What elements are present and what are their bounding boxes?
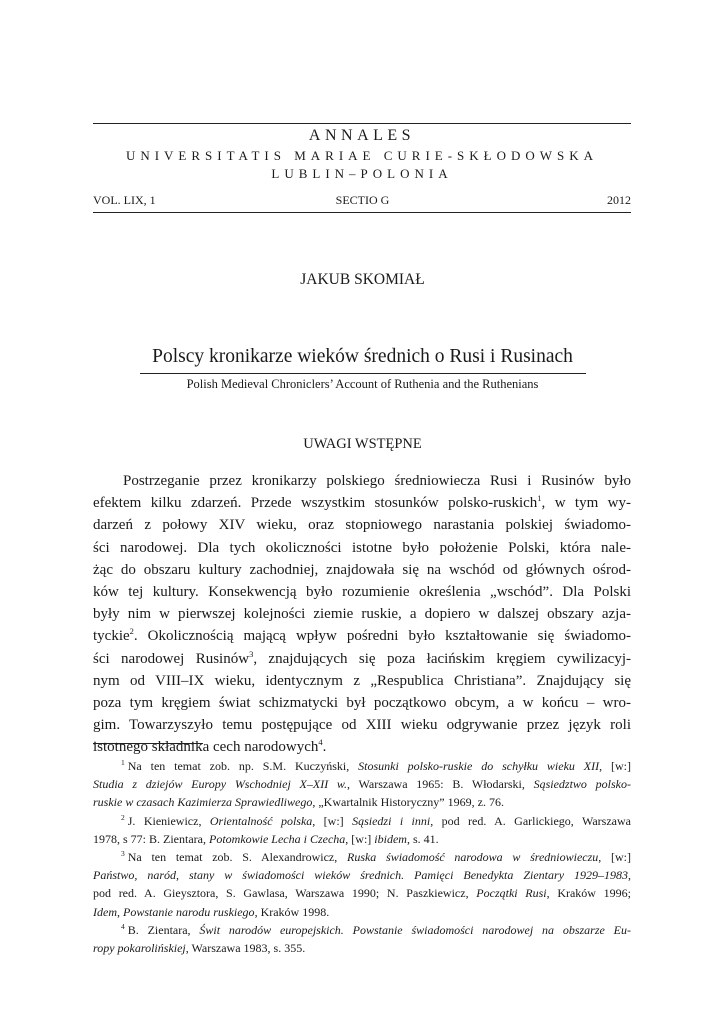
footnote-line: Idem, Powstanie narodu ruskiego, Kraków 1998.: [93, 904, 330, 919]
university-name: UNIVERSITATIS MARIAE CURIE-SKŁODOWSKA: [125, 148, 599, 163]
title-rule: [140, 373, 586, 374]
footnote-line: $^1$ Na ten temat zob. np. S.M. Kuczyński, Stosunki polsko-ruskie do schyłku wieku XII, [w:]: [121, 758, 631, 773]
header-top-rule: [93, 123, 631, 124]
year-label: 2012: [607, 193, 631, 207]
body-line: Postrzeganie przez kronikarzy polskiego średniowiecza Rusi i Rusinów było: [123, 473, 631, 489]
footnote-line: ropy pokarolińskiej, Warszawa 1983, s. 355.: [93, 940, 306, 955]
volume-label: VOL. LIX, 1: [93, 193, 156, 207]
body-line: ści narodowej Rusinów$^3$, znajdujących się poza łacińskim kręgiem cywilizacyj-: [93, 648, 631, 667]
footnote-line: pod red. A. Gieysztora, S. Gawlasa, Warszawa 1990; N. Paszkiewicz, Początki Rusi, Kraków 1996;: [93, 886, 631, 901]
footnote-line: Państwo, naród, stany w świadomości wieków średnich. Pamięci Benedykta Zientary 1929–1983,: [93, 868, 631, 883]
body-line: poza tym kręgiem świat schizmatycki był początkowo obcym, a w końcu – wro-: [93, 694, 631, 711]
body-text: [93, 470, 631, 758]
footnotes: [93, 757, 631, 957]
footnote-line: $^3$ Na ten temat zob. S. Alexandrowicz, Ruska świadomość narodowa w średniowieczu, [w:]: [121, 848, 631, 864]
footnote-line: $^2$ J. Kieniewicz, Orientalność polska, [w:] Sąsiedzi i inni, pod red. A. Garlickiego, Warszawa: [121, 812, 631, 828]
footnote-line: Studia z dziejów Europy Wschodniej X–XII w., Warszawa 1965: B. Włodarski, Sąsiedztwo polsko-: [93, 777, 631, 792]
city-name: LUBLIN–POLONIA: [271, 166, 453, 181]
footnote-number: 1: [121, 758, 125, 767]
footnote-ref[interactable]: 3: [249, 648, 254, 659]
section-label: SECTIO G: [335, 193, 390, 207]
author-name: JAKUB SKOMIAŁ: [300, 271, 425, 288]
article-title: Polscy kronikarze wieków średnich o Rusi i Rusinach: [152, 346, 573, 367]
body-line: nym od VIII–IX wieku, identycznym z „Respublica Christiana”. Znajdujący się: [93, 672, 631, 689]
body-line: ści narodowej. Dla tych okoliczności istotne było położenie Polski, która nale-: [93, 539, 631, 556]
footnote-number: 2: [121, 812, 125, 822]
footnote-line: $^4$ B. Zientara, Świt narodów europejskich. Powstanie świadomości narodowej na obszarze Eu-: [121, 921, 631, 937]
body-line: istotnego składnika cech narodowych$^4$.: [93, 737, 327, 756]
footnote-line: 1978, s 77: B. Zientara, Potomkowie Lecha i Czecha, [w:] ibidem, s. 41.: [93, 831, 439, 846]
body-line: darzeń z połowy XIV wieku, oraz stopniowego narastania polskiej świadomo-: [93, 517, 631, 534]
body-line: gim. Towarzyszyło temu postępujące od XIII wieku odgrywanie przez język roli: [93, 717, 631, 734]
footnote-line: ruskie w czasach Kazimierza Sprawiedliwego, „Kwartalnik Historyczny” 1969, z. 76.: [93, 795, 504, 810]
footnote-ref[interactable]: 4: [318, 737, 323, 748]
body-line: żąc do obszaru kultury zachodniej, znajdowała się na wschód od głównych ośrod-: [93, 561, 631, 578]
body-line: tyckie$^2$. Okolicznością mającą wpływ pośredni było kształtowanie się świadomo-: [93, 626, 631, 645]
header-bottom-rule: [93, 212, 631, 213]
journal-name: ANNALES: [308, 127, 416, 144]
article-subtitle: Polish Medieval Chroniclers’ Account of Ruthenia and the Ruthenians: [186, 377, 539, 391]
body-line: efektem kilku zdarzeń. Przede wszystkim stosunków polsko-ruskich$^1$, w tym wy-: [93, 493, 632, 512]
body-line: były nim w pierwszej kolejności ziemie ruskie, a dopiero w dalszej obszary azja-: [93, 606, 631, 623]
footnote-ref[interactable]: 2: [129, 626, 134, 637]
section-heading: UWAGI WSTĘPNE: [303, 436, 422, 452]
body-line: ków tej kultury. Konsekwencją było rozumienie określenia „wschód”. Dla Polski: [93, 583, 631, 600]
footnote-number: 4: [121, 921, 125, 931]
footnote-separator: [93, 743, 203, 744]
footnote-number: 3: [121, 848, 125, 858]
footnote-ref[interactable]: 1: [537, 493, 542, 504]
